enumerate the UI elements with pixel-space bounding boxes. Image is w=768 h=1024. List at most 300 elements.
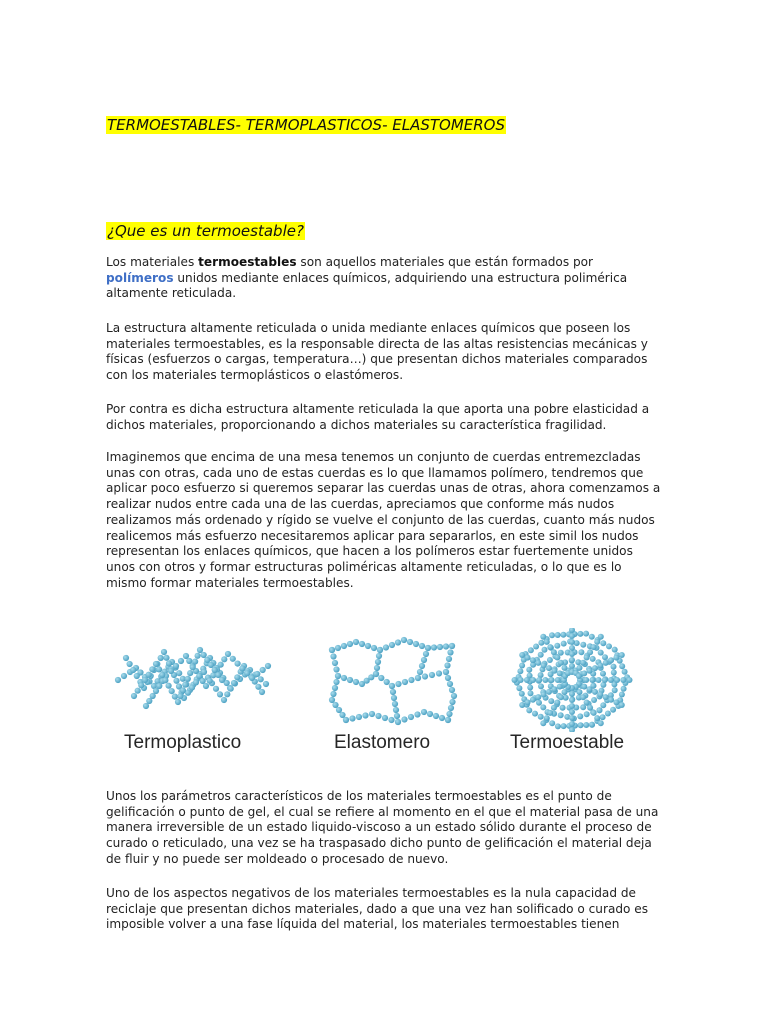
- polymer-bead: [533, 644, 539, 650]
- document-title: [106, 110, 506, 134]
- polymer-bead: [204, 657, 210, 663]
- polymer-bead: [602, 654, 608, 660]
- polymer-bead: [401, 637, 407, 643]
- polymer-bead: [239, 665, 245, 671]
- polymer-bead: [383, 644, 389, 650]
- polymer-bead: [569, 691, 575, 697]
- polymer-bead: [562, 665, 568, 671]
- polymer-bead: [605, 711, 611, 717]
- polymer-bead: [551, 705, 557, 711]
- polymer-bead: [558, 712, 564, 718]
- polymer-bead: [135, 688, 141, 694]
- polymer-bead: [195, 653, 201, 659]
- polymer-bead: [525, 655, 531, 661]
- polymer-bead: [187, 670, 193, 676]
- polymer-bead: [146, 672, 152, 678]
- polymer-bead: [449, 643, 455, 649]
- polymer-bead: [408, 677, 414, 683]
- polymer-bead: [519, 702, 525, 708]
- polymer-bead: [608, 697, 614, 703]
- polymer-bead: [436, 670, 442, 676]
- polymer-bead: [622, 669, 628, 675]
- polymer-bead: [197, 647, 203, 653]
- polymer-bead: [221, 697, 227, 703]
- polymer-bead: [373, 671, 379, 677]
- polymer-bead: [395, 681, 401, 687]
- polymer-bead: [182, 682, 188, 688]
- polymer-bead: [587, 686, 593, 692]
- polymer-bead: [555, 723, 561, 729]
- polymer-bead: [581, 684, 587, 690]
- polymer-bead: [332, 660, 338, 666]
- polymer-bead: [162, 677, 168, 683]
- polymer-bead: [447, 681, 453, 687]
- polymer-bead: [541, 692, 547, 698]
- polymer-bead: [392, 701, 398, 707]
- polymer-bead: [519, 652, 525, 658]
- polymer-bead: [569, 715, 575, 721]
- polymer-bead: [612, 687, 618, 693]
- polymer-bead: [538, 652, 544, 658]
- polymer-bead: [512, 677, 518, 683]
- polymer-bead: [555, 632, 561, 638]
- polymer-bead: [603, 660, 609, 666]
- polymer-bead: [254, 671, 260, 677]
- polymer-bead: [394, 713, 400, 719]
- polymer-bead: [332, 685, 338, 691]
- p1-text-middle: son aquellos materiales que están formados por: [296, 255, 594, 269]
- polymer-bead: [244, 670, 250, 676]
- polymer-bead: [203, 683, 209, 689]
- polymer-bead: [159, 672, 165, 678]
- polymer-bead: [532, 711, 538, 717]
- polymer-bead: [444, 662, 450, 668]
- polymer-bead: [401, 716, 407, 722]
- polymer-bead: [389, 642, 395, 648]
- polymer-bead: [600, 714, 606, 720]
- polymer-bead: [577, 631, 583, 637]
- polymer-bead: [547, 657, 553, 663]
- polymer-bead: [234, 674, 240, 680]
- polymer-bead: [538, 714, 544, 720]
- polymer-bead: [597, 663, 603, 669]
- polymer-bead: [590, 656, 596, 662]
- polymer-bead: [339, 712, 345, 718]
- polymer-bead: [613, 655, 619, 661]
- polymer-bead: [611, 670, 617, 676]
- polymer-bead: [569, 633, 575, 639]
- polymer-bead: [419, 643, 425, 649]
- polymer-bead: [583, 631, 589, 637]
- polymer-bead: [555, 677, 561, 683]
- polymer-bead: [621, 686, 627, 692]
- polymer-bead: [353, 679, 359, 685]
- polymer-bead: [591, 710, 597, 716]
- polymer-bead: [561, 641, 567, 647]
- polymer-bead: [584, 700, 590, 706]
- polymer-bead: [362, 712, 368, 718]
- polymer-bead: [583, 677, 589, 683]
- polymer-bead: [330, 653, 336, 659]
- polymer-bead: [359, 641, 365, 647]
- polymer-bead: [619, 702, 625, 708]
- polymer-bead: [439, 715, 445, 721]
- polymer-bead: [375, 659, 381, 665]
- polymer-bead: [371, 645, 377, 651]
- polymer-bead: [353, 639, 359, 645]
- polymer-bead: [189, 685, 195, 691]
- polymer-bead: [597, 692, 603, 698]
- polymer-bead: [255, 684, 261, 690]
- polymer-bead: [528, 647, 534, 653]
- polymer-bead: [449, 687, 455, 693]
- polymer-bead: [620, 677, 626, 683]
- polymer-bead: [581, 670, 587, 676]
- polymer-bead: [524, 677, 530, 683]
- polymer-bead: [395, 719, 401, 725]
- polymer-bead: [580, 642, 586, 648]
- polymer-bead: [446, 656, 452, 662]
- polymer-bead: [613, 699, 619, 705]
- polymer-bead: [446, 711, 452, 717]
- p1-text-end: unidos mediante enlaces químicos, adquiriendo una estructura polimérica altamente reticulada.: [106, 270, 628, 301]
- p1-text-start: Los materiales: [106, 255, 199, 269]
- polymer-bead: [341, 675, 347, 681]
- polymer-bead: [225, 651, 231, 657]
- polymer-bead: [536, 700, 542, 706]
- polymer-bead: [115, 677, 121, 683]
- polymer-bead: [447, 649, 453, 655]
- polymer-bead: [208, 662, 214, 668]
- polymer-bead: [422, 673, 428, 679]
- polymer-bead: [349, 715, 355, 721]
- section-heading-highlight: ¿Que es un termoestable?: [107, 222, 304, 240]
- polymer-bead: [584, 655, 590, 661]
- polymer-bead: [393, 707, 399, 713]
- polymer-bead: [551, 668, 557, 674]
- polymer-bead: [423, 651, 429, 657]
- polymer-bead: [437, 644, 443, 650]
- polymer-bead: [228, 686, 234, 692]
- polymer-bead: [212, 667, 218, 673]
- polymer-bead: [611, 664, 617, 670]
- polymer-bead: [530, 677, 536, 683]
- polymer-bead: [433, 713, 439, 719]
- polymer-bead: [356, 714, 362, 720]
- polymer-bead: [343, 717, 349, 723]
- polymer-bead: [592, 665, 598, 671]
- polymer-bead: [589, 722, 595, 728]
- polymer-bead: [161, 649, 167, 655]
- polymer-bead: [569, 709, 575, 715]
- polymer-bead: [596, 677, 602, 683]
- polymer-bead: [402, 679, 408, 685]
- polymer-bead: [530, 697, 536, 703]
- polymer-structures-figure: [106, 628, 662, 768]
- polymer-bead: [215, 672, 221, 678]
- polymer-bead: [388, 717, 394, 723]
- polymer-bead: [265, 663, 271, 669]
- polymer-bead: [561, 723, 567, 729]
- polymer-bead: [583, 722, 589, 728]
- polymer-bead: [413, 641, 419, 647]
- polymer-bead: [540, 634, 546, 640]
- paragraph-definition: [106, 255, 662, 302]
- polymer-bead: [587, 668, 593, 674]
- polymer-bead: [178, 658, 184, 664]
- polymer-bead: [538, 683, 544, 689]
- polymer-bead: [619, 692, 625, 698]
- polymer-bead: [569, 639, 575, 645]
- polymer-bead: [598, 634, 604, 640]
- polymer-bead: [169, 688, 175, 694]
- polymer-bead: [577, 689, 583, 695]
- polymer-bead: [576, 673, 582, 679]
- polymer-bead: [525, 699, 531, 705]
- polymer-bead: [231, 680, 237, 686]
- polymer-bead: [172, 694, 178, 700]
- polymer-bead: [569, 663, 575, 669]
- polymer-bead: [580, 694, 586, 700]
- polymer-bead: [602, 677, 608, 683]
- polymer-bead: [598, 650, 604, 656]
- polymer-bead: [547, 710, 553, 716]
- polymer-bead: [584, 711, 590, 717]
- polymer-bead: [417, 669, 423, 675]
- polymer-bead: [591, 644, 597, 650]
- polymer-bead: [518, 677, 524, 683]
- polymer-bead: [445, 675, 451, 681]
- polymer-bead: [542, 677, 548, 683]
- termoestable-network: [512, 628, 633, 732]
- polymer-bead: [551, 649, 557, 655]
- polymer-bead: [207, 678, 213, 684]
- termoplastico-chains: [115, 647, 271, 709]
- polymer-bead: [548, 698, 554, 704]
- polymer-bead: [414, 711, 420, 717]
- polymer-bead: [619, 652, 625, 658]
- polymer-bead: [177, 693, 183, 699]
- polymer-bead: [546, 689, 552, 695]
- polymer-bead: [554, 643, 560, 649]
- polymer-bead: [389, 683, 395, 689]
- polymer-bead: [329, 647, 335, 653]
- polimeros-link[interactable]: polímeros: [106, 270, 174, 285]
- polymer-bead: [201, 669, 207, 675]
- polymer-bead: [378, 675, 384, 681]
- polymer-bead: [549, 677, 555, 683]
- polymer-bead: [166, 683, 172, 689]
- paragraph-gel-point: Unos los parámetros característicos de los materiales termoestables es el punto de gelificación o punto de gel, el cual se refiere al momento en el que el material pasa de una manera irreversible de un estado liquido-viscoso a un estado sólido durante el proceso de curado o reticulado, una vez se ha traspasado dicho punto de gelificación el material deja de fluir y no puede ser moldeado o procesado de nuevo.: [106, 789, 659, 866]
- polymer-bead: [549, 720, 555, 726]
- polymer-bead: [589, 677, 595, 683]
- polymer-bead: [558, 694, 564, 700]
- polymer-bead: [408, 714, 414, 720]
- polymer-bead: [391, 695, 397, 701]
- polymer-bead: [219, 677, 225, 683]
- polymer-bead: [260, 667, 266, 673]
- polymer-bead: [627, 677, 633, 683]
- polymer-bead: [600, 640, 606, 646]
- title-highlight: TERMOESTABLES- TERMOPLASTICOS- ELASTOMEROS: [107, 116, 506, 134]
- polymer-bead: [365, 643, 371, 649]
- polymer-bead: [384, 679, 390, 685]
- polymer-bead: [619, 663, 625, 669]
- polymer-bead: [608, 677, 614, 683]
- polymer-bead: [610, 707, 616, 713]
- polymer-bead: [123, 655, 129, 661]
- polymer-bead: [431, 644, 437, 650]
- polymer-bead: [569, 703, 575, 709]
- polymer-bead: [540, 704, 546, 710]
- polymer-bead: [329, 697, 335, 703]
- polymer-bead: [603, 694, 609, 700]
- polymer-bead: [190, 664, 196, 670]
- polymer-bead: [577, 713, 583, 719]
- keyword-termoestables: termoestables: [198, 255, 297, 269]
- polymer-bead: [382, 715, 388, 721]
- polymer-bead: [173, 678, 179, 684]
- polymer-bead: [536, 677, 542, 683]
- paragraph-fragility: Por contra es dicha estructura altamente reticulada la que aporta una pobre elasticidad a dichos materiales, proporcionando a dichos materiales su característica fragilidad.: [106, 402, 650, 432]
- polymer-bead: [249, 675, 255, 681]
- polymer-bead: [587, 705, 593, 711]
- polymer-bead: [443, 669, 449, 675]
- polymer-bead: [449, 699, 455, 705]
- polymer-bead: [166, 660, 172, 666]
- polymer-bead: [333, 679, 339, 685]
- polymer-bead: [600, 702, 606, 708]
- polymer-bead: [569, 657, 575, 663]
- polymer-bead: [592, 689, 598, 695]
- polymer-bead: [569, 645, 575, 651]
- polymer-bead: [407, 639, 413, 645]
- polymer-bead: [425, 645, 431, 651]
- polymer-bead: [448, 705, 454, 711]
- polymer-bead: [578, 649, 584, 655]
- polymer-bead: [201, 652, 207, 658]
- polymer-bead: [445, 717, 451, 723]
- polymer-bead: [149, 666, 155, 672]
- polymer-bead: [377, 647, 383, 653]
- label-termoplastico: Termoplastico: [124, 732, 242, 753]
- polymer-bead: [218, 662, 224, 668]
- polymer-bead: [535, 694, 541, 700]
- polymer-bead: [185, 676, 191, 682]
- section-heading: [106, 219, 305, 240]
- polymer-bead: [131, 693, 137, 699]
- polymer-bead: [163, 655, 169, 661]
- polymer-bead: [173, 663, 179, 669]
- polymer-bead: [527, 685, 533, 691]
- polymer-bead: [142, 677, 148, 683]
- polymer-bead: [153, 661, 159, 667]
- polymer-bead: [612, 647, 618, 653]
- polymer-bead: [577, 665, 583, 671]
- polymer-bead: [557, 684, 563, 690]
- polymer-bead: [589, 634, 595, 640]
- polymer-bead: [558, 660, 564, 666]
- polymer-bead: [516, 685, 522, 691]
- polymer-bead: [600, 671, 606, 677]
- polymer-bead: [375, 713, 381, 719]
- polymer-bead: [374, 665, 380, 671]
- polymer-bead: [451, 693, 457, 699]
- polymer-bead: [528, 690, 534, 696]
- polymer-bead: [526, 707, 532, 713]
- polymer-bead: [526, 667, 532, 673]
- polymer-bead: [549, 632, 555, 638]
- polymer-bead: [369, 711, 375, 717]
- polymer-bead: [213, 686, 219, 692]
- elastomero-network: [329, 637, 457, 725]
- polymer-bead: [347, 677, 353, 683]
- polymer-bead: [519, 663, 525, 669]
- polymer-bead: [614, 677, 620, 683]
- polymer-bead: [578, 722, 584, 728]
- polymer-bead: [560, 632, 566, 638]
- polymer-bead: [415, 675, 421, 681]
- polymer-bead: [127, 661, 133, 667]
- polymer-bead: [429, 672, 435, 678]
- polymer-bead: [594, 715, 600, 721]
- polymer-bead: [421, 657, 427, 663]
- polymer-bead: [519, 691, 525, 697]
- paragraph-recycling: Uno de los aspectos negativos de los materiales termoestables es la nula capacidad de reciclaje que presentan dichos materiales, dado a que una vez han solificado o curado es imposible volver a una fase líquida del material, los materiales termoestables tienen: [106, 886, 649, 932]
- polymer-bead: [193, 679, 199, 685]
- polymer-bead: [341, 643, 347, 649]
- polymer-bead: [130, 667, 136, 673]
- polymer-bead: [330, 691, 336, 697]
- polymer-bead: [535, 660, 541, 666]
- polymer-bead: [347, 641, 353, 647]
- polymer-bead: [217, 691, 223, 697]
- polymer-bead: [230, 656, 236, 662]
- polymer-bead: [580, 660, 586, 666]
- polymer-bead: [138, 682, 144, 688]
- polymer-bead: [335, 673, 341, 679]
- polymer-bead: [540, 720, 546, 726]
- polymer-bead: [530, 657, 536, 663]
- polymer-bead: [569, 651, 575, 657]
- polymer-bead: [192, 659, 198, 665]
- polymer-bead: [587, 649, 593, 655]
- polymer-bead: [554, 655, 560, 661]
- polymer-bead: [121, 673, 127, 679]
- polymer-bead: [263, 681, 269, 687]
- polymer-bead: [175, 699, 181, 705]
- polymer-bead: [542, 647, 548, 653]
- polymer-structures-illustration: [106, 628, 662, 732]
- polymer-bead: [594, 639, 600, 645]
- polymer-bead: [332, 702, 338, 708]
- polymer-bead: [546, 665, 552, 671]
- polymer-bead: [259, 689, 265, 695]
- polymer-bead: [538, 640, 544, 646]
- polymer-bead: [224, 691, 230, 697]
- polymer-bead: [258, 676, 264, 682]
- polymer-bead: [541, 663, 547, 669]
- polymer-bead: [336, 707, 342, 713]
- polymer-bead: [156, 666, 162, 672]
- polymer-bead: [421, 709, 427, 715]
- polymer-bead: [554, 700, 560, 706]
- polymer-bead: [562, 689, 568, 695]
- polymer-bead: [158, 655, 164, 661]
- polymer-bead: [180, 687, 186, 693]
- polymer-bead: [395, 639, 401, 645]
- polymer-bead: [134, 673, 140, 679]
